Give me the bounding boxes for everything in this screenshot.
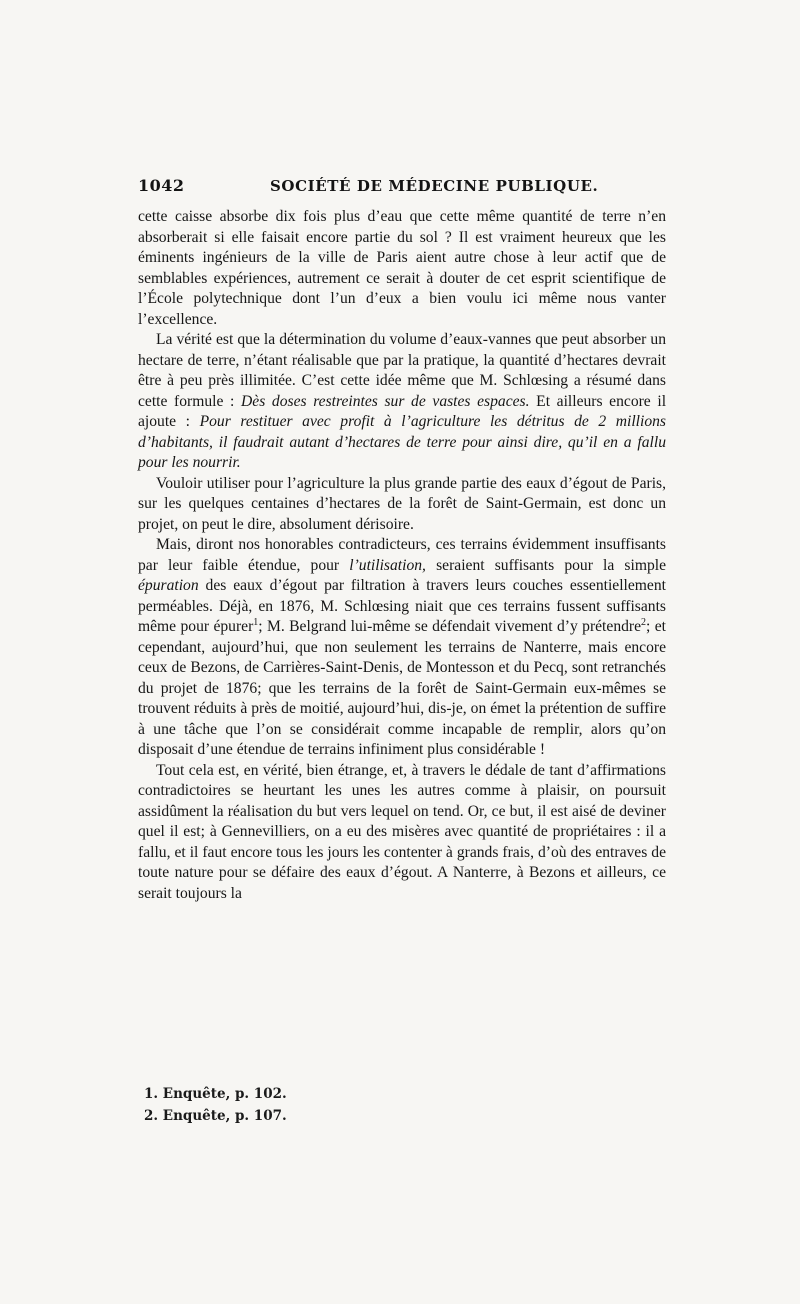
paragraph-2-text-b: Et ailleurs encore il ajoute : <box>138 392 667 430</box>
paragraph-4 <box>138 535 666 761</box>
paragraph-3: Vouloir utiliser pour l’agriculture la plus grande partie des eaux d’égout de Paris, sur les quelques centaines d’hectares de la forêt de Saint-Germain, est donc un projet, on peut le dire, absolument dérisoire. <box>138 474 666 533</box>
running-title: SOCIÉTÉ DE MÉDECINE PUBLIQUE. <box>270 177 599 195</box>
page-number: 1042 <box>138 176 185 195</box>
paragraph-4-italic-2: épuration <box>138 577 199 594</box>
main-text <box>138 207 666 904</box>
footnote-1: 1. Enquête, p. 102. <box>144 1086 287 1102</box>
paragraph-2-quote-1: Dès doses restreintes sur de vastes espaces. <box>241 392 530 410</box>
paragraph-4-text-b: seraient suffisants pour la simple <box>436 556 667 574</box>
footnote-ref-1: 1 <box>253 616 259 628</box>
paragraph-2-quote-2: Pour restituer avec profit à l’agriculture les détritus de 2 millions d’habitants, il faudrait autant d’hectares de terre pour ainsi dire, qu’il en a fallu pour les nourrir. <box>138 413 666 471</box>
paragraph-4-text-c: des eaux d’égout par filtration à travers leurs couches essentiellement perméables. Déjà, en 1876, M. Schlœsing niait que ces terrains fussent suffisants même pour épurer <box>138 577 666 635</box>
paragraph-4-italic-1: l’utilisation, <box>349 556 426 574</box>
footnote-2: 2. Enquête, p. 107. <box>144 1108 287 1124</box>
paragraph-2 <box>138 330 666 474</box>
footnotes <box>144 1083 287 1127</box>
paragraph-4-text-d: ; M. Belgrand lui-même se défendait vivement d’y prétendre <box>258 618 642 635</box>
paragraph-4-text-a: Mais, diront nos honorables contradicteurs, ces terrains évidemment insuffisants par leur faible étendue, pour <box>138 536 666 574</box>
running-head <box>138 176 668 200</box>
paragraph-5: Tout cela est, en vérité, bien étrange, et, à travers le dédale de tant d’affirmations contradictoires se heurtant les unes les autres comme à plaisir, on poursuit assidûment la réalisation du but vers lequel on tend. Or, ce but, il est aisé de deviner quel il est; à Gennevilliers, on a eu des misères avec quantité de propriétaires : il a fallu, et il faut encore tous les jours les contenter à grands frais, d’où des entraves de toute nature pour se défaire des eaux d’égout. A Nanterre, à Bezons et ailleurs, ce serait toujours la <box>138 761 666 902</box>
footnote-ref-2: 2 <box>641 616 647 628</box>
paragraph-1: cette caisse absorbe dix fois plus d’eau que cette même quantité de terre n’en absorberait si elle faisait encore partie du sol ? Il est vraiment heureux que les éminents ingénieurs de la ville de Paris aient autre chose à leur actif que de semblables expériences, autrement ce serait à douter de cet esprit scientifique de l’École polytechnique dont l’un d’eux a bien voulu ici même nous vanter l’excellence. <box>138 208 666 328</box>
paragraph-2-text-a: La vérité est que la détermination du volume d’eaux-vannes que peut absorber un hectare de terre, n’étant réalisable que par la pratique, la quantité d’hectares devrait être à peu près illimitée. C’est cette idée même que M. Schlœsing a résumé dans cette formule : <box>138 331 666 410</box>
paragraph-4-text-e: ; et cependant, aujourd’hui, que non seulement les terrains de Nanterre, mais encore ceux de Bezons, de Carrières-Saint-Denis, de Montesson et du Pecq, sont retranchés du projet de 1876; que les terrains de la forêt de Saint-Germain eux-mêmes se trouvent réduits à près de moitié, aujourd’hui, dis-je, on émet la prétention de suffire à une tâche que l’on se considérait comme incapable de remplir, alors qu’on disposait d’une étendue de terrains infiniment plus considérable ! <box>138 618 666 758</box>
